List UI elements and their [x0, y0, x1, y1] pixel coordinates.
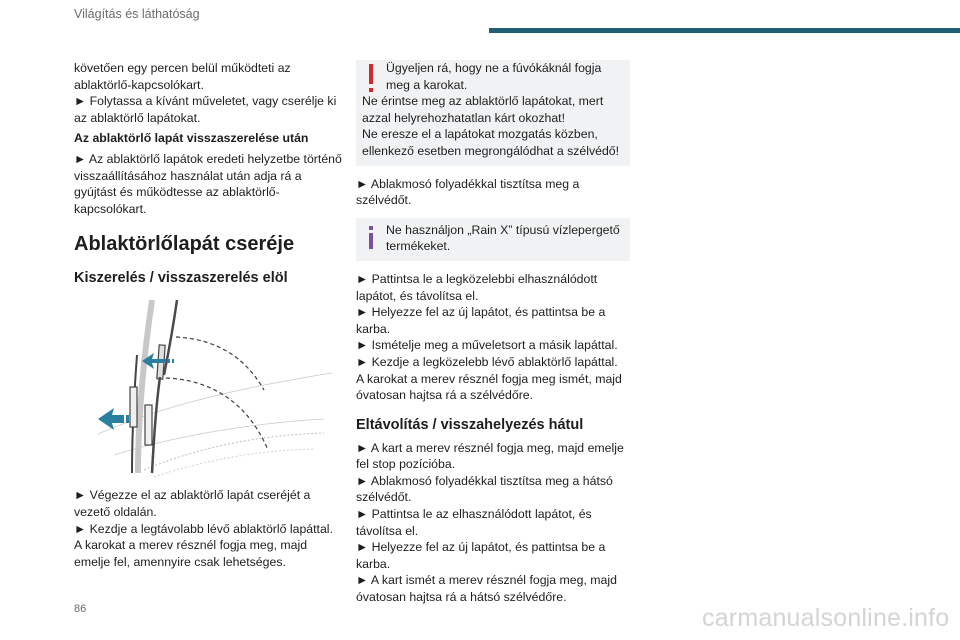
- wiper-blade-illustration: [74, 295, 342, 481]
- warning-text: Ne eresze el a lapátokat mozgatás közben, ellenkező esetben megrongálódhat a szélvédő!: [362, 127, 620, 158]
- header-accent-bar: [489, 28, 960, 33]
- right-column: [356, 60, 630, 606]
- info-box: [356, 218, 630, 261]
- instruction-step: ► Kezdje a legközelebb lévő ablaktörlő lapáttal.: [356, 354, 618, 369]
- instruction-step: ► Ablakmosó folyadékkal tisztítsa meg a hátsó szélvédőt.: [356, 473, 613, 505]
- info-text: Ne használjon „Rain X” típusú vízlepergető termékeket.: [386, 222, 620, 254]
- instruction-step: ► Végezze el az ablaktörlő lapát cseréjét a vezető oldalán.: [74, 488, 311, 519]
- paragraph: A karokat a merev résznél fogja meg ismét, majd óvatosan hajtsa rá a szélvédőre.: [356, 371, 622, 403]
- instruction-step: ► Helyezze fel az új lapátot, és pattintsa be a karba.: [356, 540, 606, 571]
- section-subheading: Az ablaktörlő lapát visszaszerelése után: [74, 131, 309, 146]
- instruction-step: ► A kart a merev résznél fogja meg, majd emelje fel stop pozícióba.: [356, 440, 624, 472]
- section-title: Világítás és láthatóság: [74, 7, 200, 21]
- instruction-step: ► Folytassa a kívánt műveletet, vagy cserélje ki az ablaktörlő lapátokat.: [74, 94, 337, 125]
- exclamation-icon: [365, 64, 377, 94]
- warning-text: Ne érintse meg az ablaktörlő lapátokat, mert azzal helyrehozhatatlan kárt okozhat!: [362, 94, 604, 125]
- instruction-step: ► Ablakmosó folyadékkal tisztítsa meg a szélvédőt.: [356, 176, 580, 208]
- info-icon: [365, 226, 377, 256]
- watermark: carmanualsonline.info: [702, 604, 950, 632]
- paragraph: A karokat a merev résznél fogja meg, majd emelje fel, amennyire csak lehetséges.: [74, 538, 308, 569]
- instruction-step: ► Ismételje meg a műveletsort a másik lapáttal.: [356, 338, 618, 353]
- subsection-title-rear: Eltávolítás / visszahelyezés hátul: [356, 416, 584, 433]
- instruction-step: ► Kezdje a legtávolabb lévő ablaktörlő lapáttal.: [74, 521, 333, 536]
- subsection-title-front: Kiszerelés / visszaszerelés elöl: [74, 270, 288, 287]
- instruction-step: ► Az ablaktörlő lapátok eredeti helyzetbe történő visszaállításához használat után adja rá a gyújtást és működtesse az ablaktörlő-kapcsolókart.: [74, 151, 342, 216]
- page-number: 86: [74, 603, 87, 615]
- instruction-step: ► A kart ismét a merev résznél fogja meg, majd óvatosan hajtsa rá a hátsó szélvédőre.: [356, 573, 617, 605]
- instruction-step: ► Pattintsa le az elhasználódott lapátot, és távolítsa el.: [356, 507, 592, 538]
- left-column: [74, 60, 342, 570]
- page-title: Ablaktörlőlapát cseréje: [74, 233, 295, 256]
- paragraph: követően egy percen belül működteti az ablaktörlő-kapcsolókart.: [74, 61, 291, 92]
- instruction-step: ► Pattintsa le a legközelebbi elhasználódott lapátot, és távolítsa el.: [356, 271, 598, 303]
- warning-text: Ügyeljen rá, hogy ne a fúvókáknál fogja meg a karokat.: [386, 61, 602, 92]
- instruction-step: ► Helyezze fel az új lapátot, és pattintsa be a karba.: [356, 305, 606, 336]
- warning-box: [356, 60, 630, 166]
